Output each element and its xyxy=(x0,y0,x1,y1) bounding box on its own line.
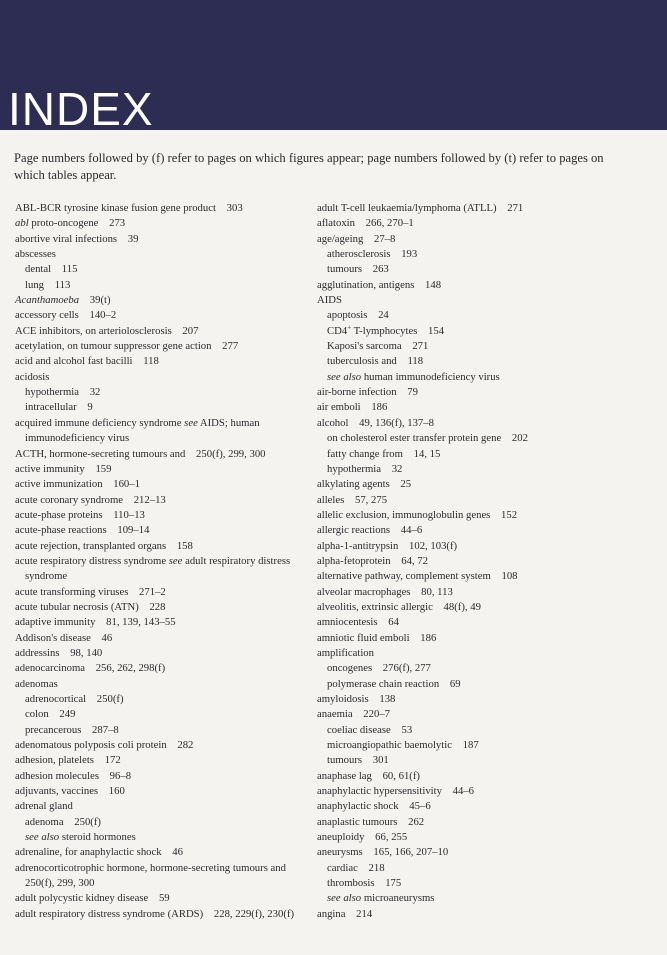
index-entry xyxy=(317,585,637,600)
entry-text: adjuvants, vaccines 160 xyxy=(15,785,125,798)
entry-text: polymerase chain reaction 69 xyxy=(327,677,461,690)
entry-text: alveolar macrophages 80, 113 xyxy=(317,585,453,598)
entry-text: acute coronary syndrome 212–13 xyxy=(15,493,166,506)
entry-text: acute-phase proteins 110–13 xyxy=(15,508,145,521)
entry-text: adult respiratory distress syndrome (ARDS) 228, 229(f), 230(f) xyxy=(15,907,295,920)
entry-text: amyloidosis 138 xyxy=(317,693,396,705)
index-entry xyxy=(15,324,315,339)
index-subentry xyxy=(317,308,637,323)
index-entry xyxy=(15,523,315,538)
entry-text: proto-oncogene 273 xyxy=(28,217,126,230)
entry-text: acute rejection, transplanted organs 158 xyxy=(15,539,193,552)
entry-text: allelic exclusion, immunoglobulin genes 152 xyxy=(317,508,518,521)
index-subentry xyxy=(317,247,637,262)
index-entry xyxy=(317,707,637,722)
entry-text: tuberculosis and 118 xyxy=(327,355,424,368)
index-entry xyxy=(317,799,637,814)
entry-italic: Acanthamoeba xyxy=(15,294,80,307)
index-entry xyxy=(15,508,315,523)
entry-text: abortive viral infections 39 xyxy=(15,232,139,245)
index-entry xyxy=(15,370,315,385)
index-entry xyxy=(317,278,637,293)
index-subentry xyxy=(317,876,637,891)
intro-note: Page numbers followed by (f) refer to pages on which figures appear; page numbers followed by (t) refer to pages on which tables appear. xyxy=(14,151,604,182)
entry-text: allergic reactions 44–6 xyxy=(317,524,423,537)
entry-text: steroid hormones xyxy=(59,831,136,844)
index-entry xyxy=(15,201,315,216)
entry-text: anaplastic tumours 262 xyxy=(317,815,425,828)
index-subentry xyxy=(15,262,315,277)
entry-italic: see also xyxy=(25,831,60,844)
entry-text: adrenaline, for anaphylactic shock 46 xyxy=(15,846,183,859)
index-entry xyxy=(317,216,637,231)
entry-text: aneurysms 165, 166, 207–10 xyxy=(317,846,449,859)
index-subentry xyxy=(317,738,637,753)
index-entry xyxy=(317,646,637,661)
index-subentry xyxy=(317,723,637,738)
index-column-right xyxy=(317,201,637,922)
entry-text: acute tubular necrosis (ATN) 228 xyxy=(15,600,166,613)
entry-text: ACTH, hormone-secreting tumours and 250(f), 299, 300 xyxy=(15,447,266,460)
index-entry xyxy=(15,738,315,753)
index-entry xyxy=(15,646,315,661)
entry-text: alleles 57, 275 xyxy=(317,493,388,506)
entry-text: alkylating agents 25 xyxy=(317,478,412,491)
index-entry xyxy=(15,232,315,247)
entry-text: adhesion, platelets 172 xyxy=(15,754,121,767)
entry-text: alpha-1-antitrypsin 102, 103(f) xyxy=(317,539,458,552)
index-entry xyxy=(317,554,637,569)
entry-text: anaemia 220–7 xyxy=(317,708,391,721)
entry-text: alcohol 49, 136(f), 137–8 xyxy=(317,416,434,429)
entry-text: acquired immune deficiency syndrome xyxy=(15,416,185,429)
entry-text: adenomatous polyposis coli protein 282 xyxy=(15,739,194,752)
entry-text: Addison's disease 46 xyxy=(15,631,113,644)
entry-text: abscesses xyxy=(15,248,56,261)
index-subentry xyxy=(317,262,637,277)
index-entry xyxy=(15,907,315,922)
entry-text: addressins 98, 140 xyxy=(15,646,103,659)
index-entry xyxy=(15,293,315,308)
index-entry xyxy=(317,416,637,431)
entry-text: tumours 301 xyxy=(327,754,389,767)
entry-text: thrombosis 175 xyxy=(327,877,402,890)
entry-superscript: + xyxy=(347,323,352,332)
entry-text: hypothermia 32 xyxy=(327,462,403,475)
index-entry xyxy=(317,201,637,216)
index-entry xyxy=(15,661,315,676)
entry-text: coeliac disease 53 xyxy=(327,723,413,736)
index-subentry xyxy=(317,324,637,339)
index-entry xyxy=(15,631,315,646)
entry-text: AIDS xyxy=(317,294,342,307)
index-entry xyxy=(317,907,637,922)
entry-text: adenoma 250(f) xyxy=(25,815,101,828)
entry-text: AIDS; human immunodeficiency virus xyxy=(25,416,260,445)
entry-text: accessory cells 140–2 xyxy=(15,309,117,322)
index-entry xyxy=(317,232,637,247)
index-subentry xyxy=(15,830,315,845)
index-subentry xyxy=(15,707,315,722)
index-entry xyxy=(317,400,637,415)
entry-text: acute-phase reactions 109–14 xyxy=(15,524,150,537)
index-entry xyxy=(15,462,315,477)
entry-text: amniotic fluid emboli 186 xyxy=(317,631,437,644)
index-entry xyxy=(15,784,315,799)
entry-text: anaphylactic hypersensitivity 44–6 xyxy=(317,785,475,798)
index-entry xyxy=(15,677,315,692)
index-entry xyxy=(15,477,315,492)
entry-text: intracellular 9 xyxy=(25,401,93,414)
entry-text: anaphase lag 60, 61(f) xyxy=(317,769,420,782)
index-subentry xyxy=(317,891,637,906)
entry-text: hypothermia 32 xyxy=(25,386,101,399)
entry-italic: see xyxy=(168,554,183,567)
entry-text: fatty change from 14, 15 xyxy=(327,447,441,460)
index-subentry xyxy=(317,354,637,369)
index-entry xyxy=(317,539,637,554)
entry-text: adrenocortical 250(f) xyxy=(25,693,124,705)
index-entry xyxy=(317,631,637,646)
entry-text: acetylation, on tumour suppressor gene action 277 xyxy=(15,340,239,353)
entry-text: active immunity 159 xyxy=(15,462,112,475)
entry-text: adaptive immunity 81, 139, 143–55 xyxy=(15,616,176,629)
entry-text: agglutination, antigens 148 xyxy=(317,278,442,291)
index-entry xyxy=(15,416,315,447)
entry-text: aflatoxin 266, 270–1 xyxy=(317,217,414,230)
entry-text: dental 115 xyxy=(25,263,78,276)
entry-text: aneuploidy 66, 255 xyxy=(317,831,408,844)
index-entry xyxy=(15,354,315,369)
entry-text: oncogenes 276(f), 277 xyxy=(327,662,431,675)
entry-text: CD4 xyxy=(327,324,348,337)
index-entry xyxy=(317,477,637,492)
index-column-left xyxy=(15,201,315,922)
entry-text: T-lymphocytes 154 xyxy=(351,324,445,337)
index-subentry xyxy=(15,815,315,830)
index-entry xyxy=(15,600,315,615)
entry-text: cardiac 218 xyxy=(327,861,385,874)
index-subentry xyxy=(317,753,637,768)
index-subentry xyxy=(317,861,637,876)
entry-italic: abl xyxy=(15,217,29,230)
index-entry xyxy=(317,692,637,707)
entry-text: acidosis xyxy=(15,370,50,383)
entry-text: adult respiratory distress syndrome xyxy=(25,554,291,583)
index-entry xyxy=(317,385,637,400)
index-subentry xyxy=(15,278,315,293)
index-entry xyxy=(15,216,315,231)
index-entry xyxy=(15,615,315,630)
index-entry xyxy=(15,845,315,860)
header-banner xyxy=(0,0,667,135)
index-entry xyxy=(15,799,315,814)
entry-text: air-borne infection 79 xyxy=(317,386,418,399)
entry-text: acute respiratory distress syndrome xyxy=(15,554,169,567)
index-entry xyxy=(15,891,315,906)
index-entry xyxy=(317,784,637,799)
entry-text: lung 113 xyxy=(25,278,71,291)
entry-text: air emboli 186 xyxy=(317,401,388,414)
entry-text: age/ageing 27–8 xyxy=(317,232,396,245)
entry-text: active immunization 160–1 xyxy=(15,478,140,491)
index-entry xyxy=(317,600,637,615)
entry-text: acute transforming viruses 271–2 xyxy=(15,585,166,598)
index-entry xyxy=(15,247,315,262)
entry-text: 39(t) xyxy=(79,294,111,307)
entry-text: adrenocorticotrophic hormone, hormone-secreting tumours and 250(f), 299, 300 xyxy=(15,861,286,890)
index-subentry xyxy=(317,661,637,676)
index-entry xyxy=(15,861,315,892)
entry-text: human immunodeficiency virus xyxy=(361,370,500,383)
entry-text: adrenal gland xyxy=(15,800,73,813)
entry-text: adenocarcinoma 256, 262, 298(f) xyxy=(15,662,166,675)
index-subentry xyxy=(317,447,637,462)
index-subentry xyxy=(317,431,637,446)
index-entry xyxy=(317,845,637,860)
entry-text: alveolitis, extrinsic allergic 48(f), 49 xyxy=(317,600,481,613)
index-subentry xyxy=(317,677,637,692)
index-entry xyxy=(15,554,315,585)
entry-text: colon 249 xyxy=(25,708,76,721)
entry-text: Kaposi's sarcoma 271 xyxy=(327,340,429,353)
index-entry xyxy=(317,523,637,538)
entry-text: on cholesterol ester transfer protein gene 202 xyxy=(327,432,528,445)
index-subentry xyxy=(15,692,315,707)
index-subentry xyxy=(317,462,637,477)
entry-text: apoptosis 24 xyxy=(327,309,389,322)
entry-text: alternative pathway, complement system 108 xyxy=(317,570,518,583)
index-entry xyxy=(317,293,637,308)
entry-text: amplification xyxy=(317,646,374,659)
entry-text: adhesion molecules 96–8 xyxy=(15,769,132,782)
index-entry xyxy=(15,339,315,354)
entry-text: microangiopathic baemolytic 187 xyxy=(327,739,479,752)
index-subentry xyxy=(15,385,315,400)
entry-text: atherosclerosis 193 xyxy=(327,248,418,261)
index-entry xyxy=(317,569,637,584)
index-subentry xyxy=(15,400,315,415)
index-entry xyxy=(15,585,315,600)
index-entry xyxy=(317,508,637,523)
entry-text: microaneurysms xyxy=(361,892,435,905)
index-entry xyxy=(15,539,315,554)
index-entry xyxy=(317,493,637,508)
entry-italic: see xyxy=(184,416,198,429)
index-subentry xyxy=(15,723,315,738)
entry-text: tumours 263 xyxy=(327,263,389,276)
index-entry xyxy=(317,830,637,845)
index-entry xyxy=(15,753,315,768)
entry-text: adult T-cell leukaemia/lymphoma (ATLL) 271 xyxy=(317,202,524,214)
entry-text: precancerous 287–8 xyxy=(25,723,119,736)
page-title: INDEX xyxy=(8,83,154,135)
entry-text: adenomas xyxy=(15,677,58,690)
index-entry xyxy=(317,769,637,784)
entry-text: amniocentesis 64 xyxy=(317,616,399,629)
entry-text: anaphylactic shock 45–6 xyxy=(317,800,431,813)
index-entry xyxy=(15,769,315,784)
entry-text: ACE inhibitors, on arteriolosclerosis 207 xyxy=(15,324,199,337)
index-entry xyxy=(15,493,315,508)
index-entry xyxy=(317,615,637,630)
index-entry xyxy=(15,308,315,323)
entry-text: angina 214 xyxy=(317,907,373,920)
index-entry xyxy=(317,815,637,830)
entry-italic: see also xyxy=(327,370,362,383)
entry-text: acid and alcohol fast bacilli 118 xyxy=(15,355,159,368)
entry-text: ABL-BCR tyrosine kinase fusion gene product 303 xyxy=(15,202,243,214)
index-subentry xyxy=(317,339,637,354)
index-entry xyxy=(15,447,315,462)
entry-text: adult polycystic kidney disease 59 xyxy=(15,892,170,905)
index-subentry xyxy=(317,370,637,385)
entry-italic: see also xyxy=(327,892,362,905)
entry-text: alpha-fetoprotein 64, 72 xyxy=(317,554,428,567)
